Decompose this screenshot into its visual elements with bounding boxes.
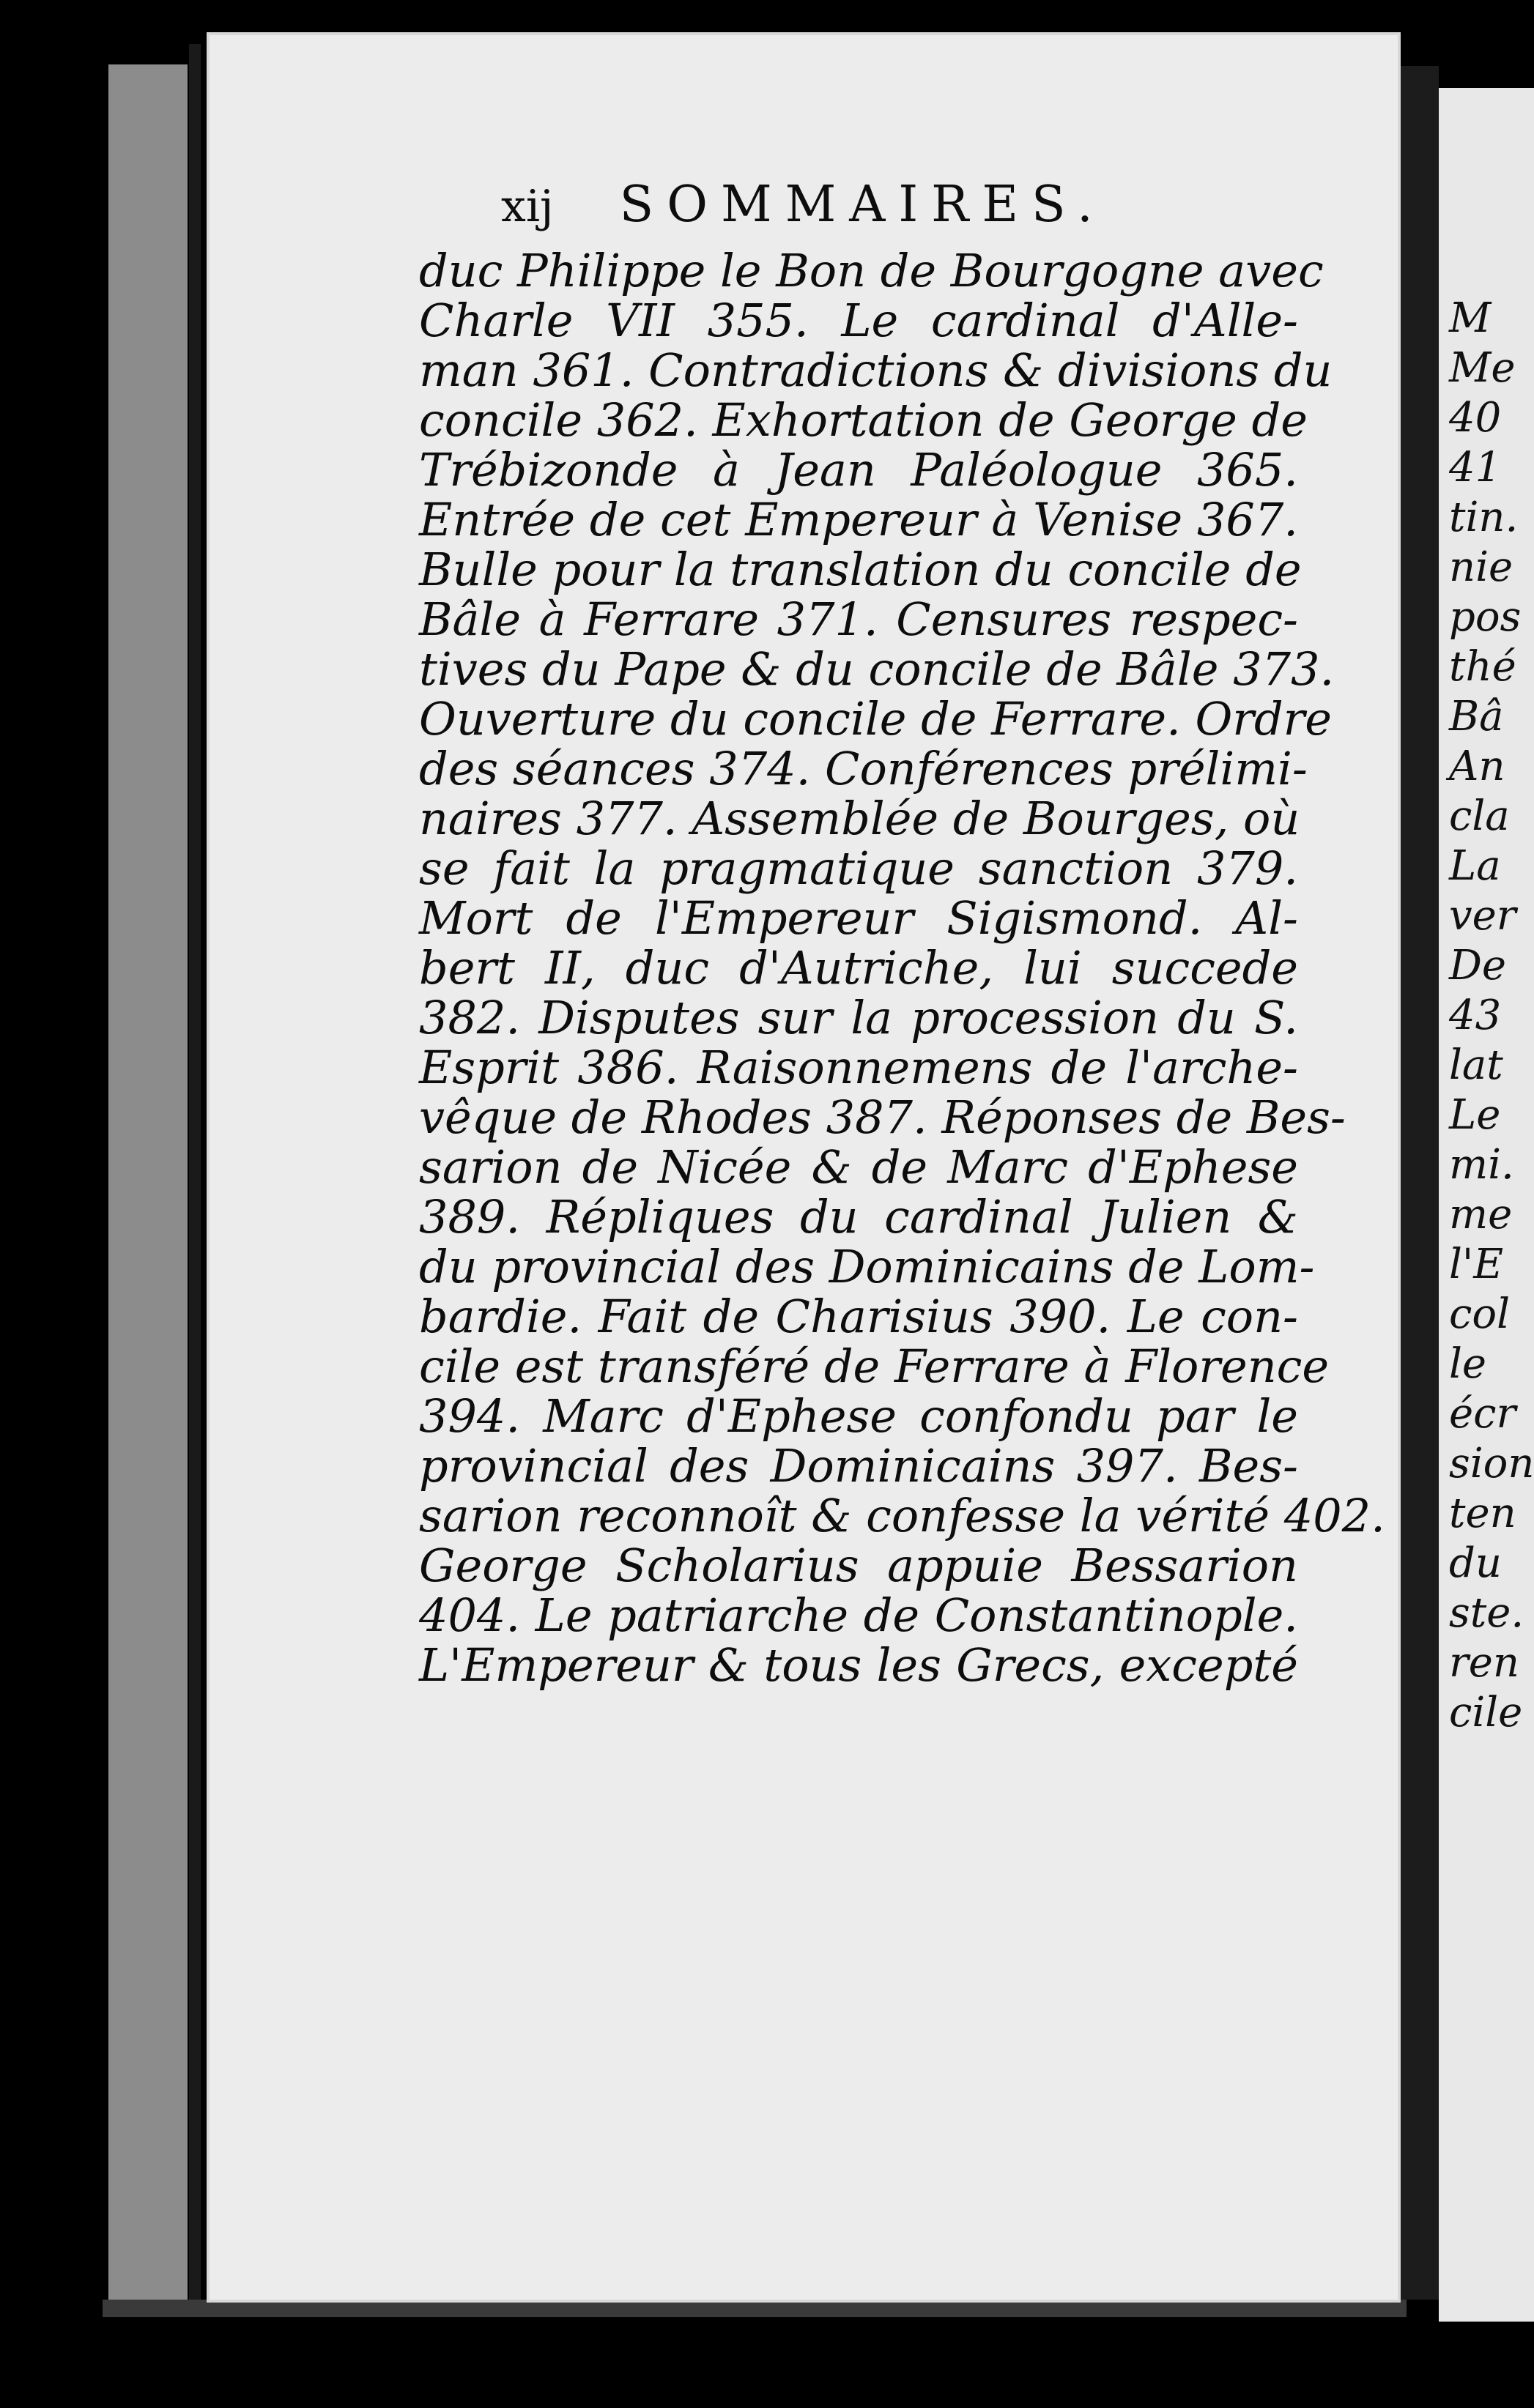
facing-page-fragment: An [1449,743,1505,790]
running-title: SOMMAIRES. [619,176,1106,234]
facing-page-fragment: tin. [1449,494,1519,541]
facing-page-fragment: du [1449,1539,1502,1587]
text-line: Bulle pour la translation du concile de [419,543,1302,596]
text-line: 404. Le patriarche de Constantinople. [419,1588,1298,1642]
facing-page-fragment: De [1449,942,1507,989]
book-spine-line [189,44,201,2307]
facing-page-fragment: ren [1449,1639,1519,1687]
facing-page-fragment: cile [1449,1689,1523,1736]
facing-page-fragment: sion [1449,1440,1534,1487]
facing-page-fragment: lat [1449,1041,1503,1089]
text-line: concile 362. Exhortation de George de [419,393,1308,447]
text-line: cile est transféré de Ferrare à Florence [419,1339,1330,1393]
facing-page-fragment: La [1449,842,1501,890]
facing-page-fragment: cla [1449,792,1510,840]
text-line: Trébizonde à Jean Paléologue 365. [419,443,1298,497]
facing-page-fragment: pos [1449,593,1522,641]
text-line: 394. Marc d'Ephese confondu par le [419,1389,1298,1443]
text-line: Entrée de cet Empereur à Venise 367. [419,493,1298,546]
text-line: duc Philippe le Bon de Bourgogne avec [419,244,1324,297]
running-head [501,176,1204,236]
text-line: se fait la pragmatique sanction 379. [419,841,1298,895]
text-line: des séances 374. Conférences prélimi- [419,742,1308,795]
text-line: sarion reconnoît & confesse la vérité 402. [419,1489,1385,1542]
text-line: naires 377. Assemblée de Bourges, où [419,792,1300,845]
facing-page-fragment: écr [1449,1390,1516,1438]
page-number: xij [501,181,554,232]
text-line: L'Empereur & tous les Grecs, excepté [419,1638,1298,1692]
facing-page-fragment: 40 [1449,394,1502,442]
facing-page-fragment: le [1449,1340,1487,1388]
text-line: vêque de Rhodes 387. Réponses de Bes- [419,1090,1346,1144]
facing-page-fragment: ten [1449,1490,1516,1537]
text-line: Mort de l'Empereur Sigismond. Al- [419,891,1298,945]
facing-page-fragment: Bâ [1449,693,1504,740]
text-line: bardie. Fait de Charisius 390. Le con- [419,1290,1298,1343]
facing-page-fragment: ste. [1449,1589,1524,1637]
facing-page-edge [1439,88,1534,2322]
facing-page-fragment: ver [1449,892,1516,940]
text-line: Esprit 386. Raisonnemens de l'arche- [419,1041,1298,1094]
text-line: 389. Répliques du cardinal Julien & [419,1190,1298,1244]
facing-page-fragment: 41 [1449,444,1502,491]
facing-page-fragment: thé [1449,643,1516,691]
text-line: man 361. Contradictions & divisions du [419,343,1333,397]
book-left-edge [108,64,188,2305]
facing-page-fragment: Me [1449,344,1516,392]
facing-page-fragment: me [1449,1191,1513,1238]
facing-page-fragment: M [1449,294,1492,342]
summary-text-block [419,244,1385,1692]
text-line: 382. Disputes sur la procession du S. [419,991,1298,1044]
text-line: Charle VII 355. Le cardinal d'Alle- [419,294,1298,347]
text-line: provincial des Dominicains 397. Bes- [419,1439,1298,1493]
facing-page-fragment: col [1449,1290,1510,1338]
text-line: Ouverture du concile de Ferrare. Ordre [419,692,1332,746]
facing-page-fragment: mi. [1449,1141,1514,1189]
book-gutter [1401,66,1439,2300]
facing-page-fragment: nie [1449,543,1513,591]
facing-page-fragment: l'E [1449,1241,1504,1288]
text-line: bert II, duc d'Autriche, lui succede [419,941,1298,995]
text-line: du provincial des Dominicains de Lom- [419,1240,1315,1293]
text-line: tives du Pape & du concile de Bâle 373. [419,642,1335,696]
facing-page-fragment: 43 [1449,992,1502,1039]
text-line: Bâle à Ferrare 371. Censures respec- [419,592,1298,646]
facing-page-fragment: Le [1449,1091,1501,1139]
text-line: sarion de Nicée & de Marc d'Ephese [419,1140,1298,1194]
text-line: George Scholarius appuie Bessarion [419,1539,1298,1592]
